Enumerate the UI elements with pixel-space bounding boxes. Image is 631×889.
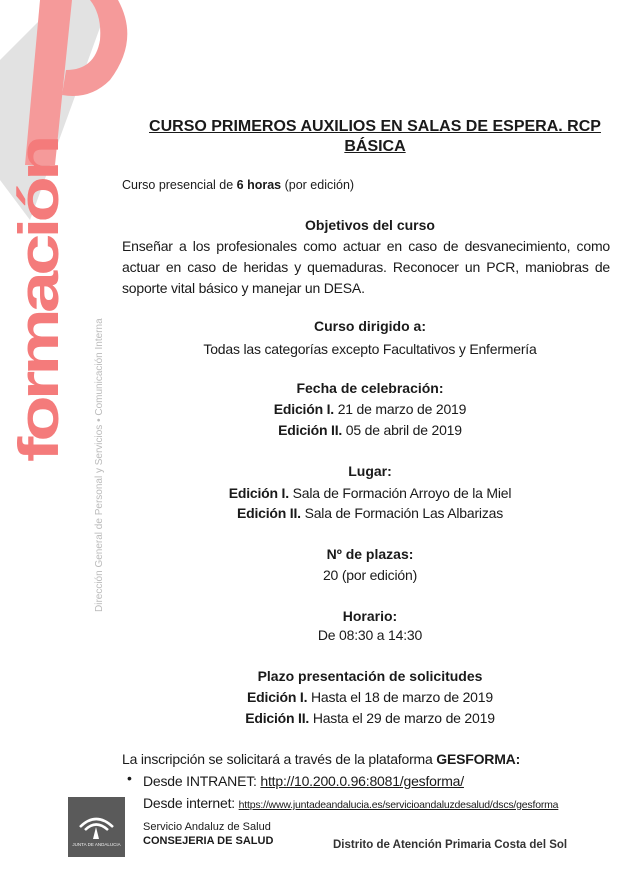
- district-name: Distrito de Atención Primaria Costa del Sol: [333, 839, 568, 851]
- junta-andalucia-logo: JUNTA DE ANDALUCIA: [68, 797, 125, 857]
- plazo-edicion-2: Edición II. Hasta el 29 de marzo de 2019: [245, 710, 495, 726]
- internet-line: Desde internet: https://www.juntadeandalucia.es/servicioandaluzdesalud/dscs/gesforma: [143, 795, 559, 811]
- inscripcion-text: La inscripción se solicitará a través de la plataforma GESFORMA:: [122, 751, 521, 767]
- objetivos-heading: Objetivos del curso: [305, 217, 435, 233]
- plazo-edicion-1: Edición I. Hasta el 18 de marzo de 2019: [247, 689, 493, 705]
- fecha-edicion-1: Edición I. 21 de marzo de 2019: [273, 401, 467, 417]
- org-servicio: Servicio Andaluz de Salud: [143, 821, 271, 833]
- brand-formacion: formación: [6, 139, 71, 462]
- plazas-text: 20 (por edición): [322, 567, 418, 583]
- fecha-heading: Fecha de celebración:: [296, 380, 444, 396]
- objetivos-text: Enseñar a los profesionales como actuar en caso de desvanecimiento, como actuar en caso de heridas y quemaduras. Reconocer un PCR, maniobras de soporte vital básico y manejar un DESA.: [122, 238, 610, 296]
- lugar-edicion-2: Edición II. Sala de Formación Las Albarizas: [236, 505, 504, 521]
- intranet-line: Desde INTRANET: http://10.200.0.96:8081/gesforma/: [143, 773, 464, 789]
- internet-link[interactable]: https://www.juntadeandalucia.es/servicioandaluzdesalud/dscs/gesforma: [238, 799, 559, 811]
- lugar-edicion-1: Edición I. Sala de Formación Arroyo de la Miel: [228, 485, 512, 501]
- intranet-link[interactable]: http://10.200.0.96:8081/gesforma/: [260, 773, 464, 789]
- page-title: CURSO PRIMEROS AUXILIOS EN SALAS DE ESPERA. RCP BÁSICA: [149, 118, 601, 155]
- lugar-heading: Lugar:: [348, 463, 392, 479]
- dirigido-text: Todas las categorías excepto Facultativos y Enfermería: [203, 341, 537, 357]
- fecha-edicion-2: Edición II. 05 de abril de 2019: [278, 422, 462, 438]
- plazas-heading: Nº de plazas:: [326, 546, 414, 562]
- course-duration: Curso presencial de 6 horas (por edición): [122, 178, 355, 192]
- dirigido-heading: Curso dirigido a:: [314, 318, 426, 334]
- vertical-department-text: Dirección General de Personal y Servicios • Comunicación Interna: [94, 318, 105, 612]
- org-consejeria: CONSEJERIA DE SALUD: [143, 835, 274, 847]
- horario-text: De 08:30 a 14:30: [317, 627, 423, 643]
- horario-heading: Horario:: [342, 608, 398, 624]
- plazo-heading: Plazo presentación de solicitudes: [257, 668, 483, 684]
- bullet-icon: •: [127, 770, 132, 786]
